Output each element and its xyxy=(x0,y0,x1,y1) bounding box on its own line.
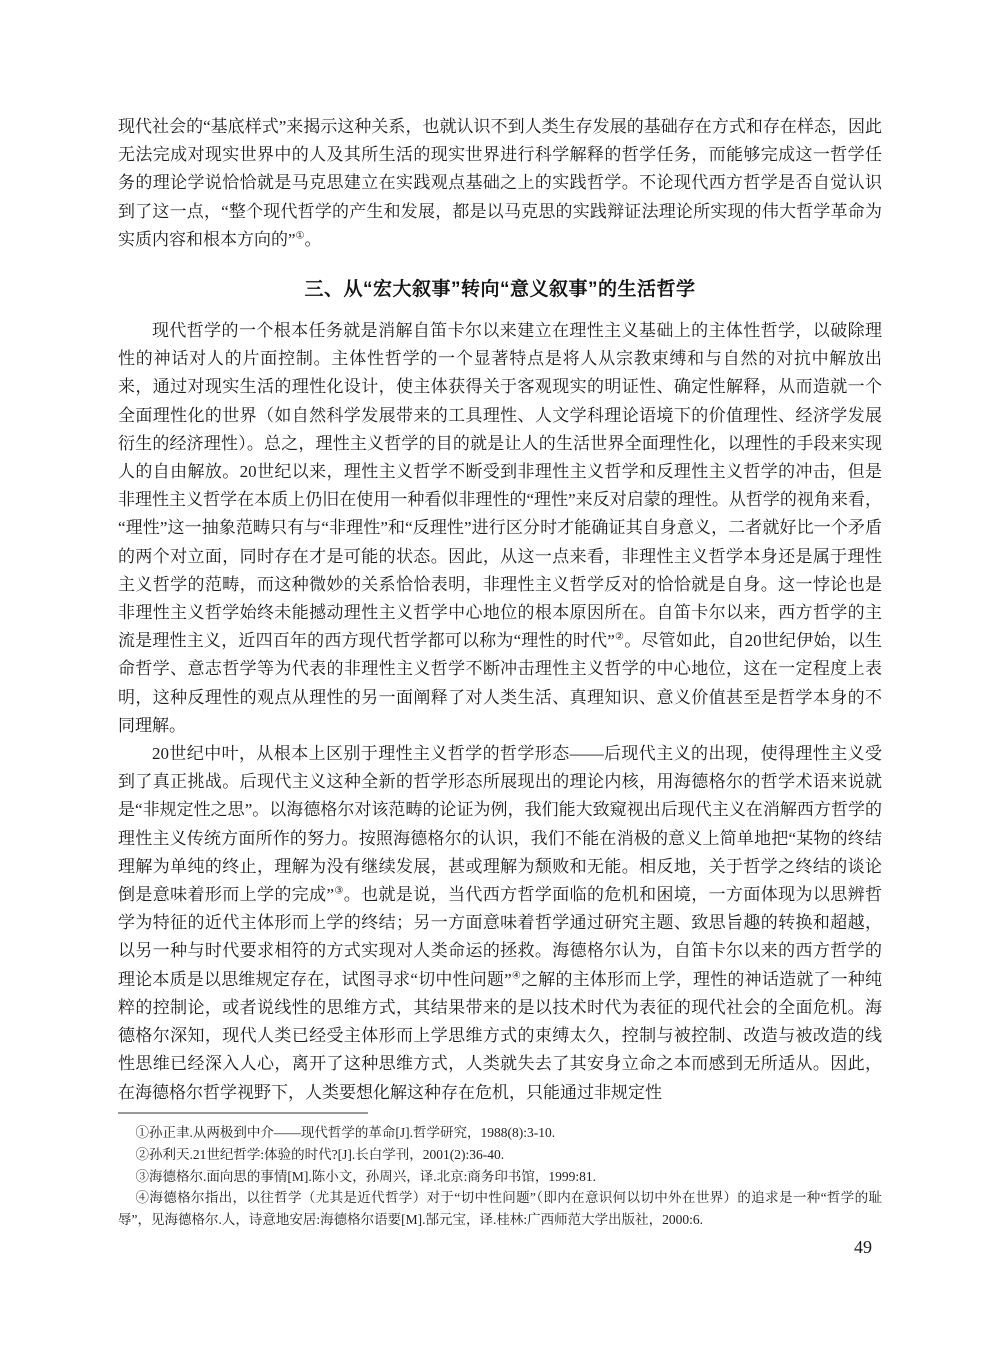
section-heading: 三、从“宏大叙事”转向“意义叙事”的生活哲学 xyxy=(304,279,696,301)
page-number: 49 xyxy=(854,1237,872,1257)
footnote-4: ④海德格尔指出，以往哲学（尤其是近代哲学）对于“切中性问题”（即内在意识何以切中外在世界）的追求是一种“哲学的耻辱”，见海德格尔.人，诗意地安居:海德格尔语要[M].郜元宝，译.桂林:广西师范大学出版社，2000:6. xyxy=(118,1190,882,1228)
footnote-2: ②孙利天.21世纪哲学:体验的时代?[J].长白学刊，2001(2):36-40. xyxy=(135,1146,505,1162)
paragraph-continuation: 现代社会的“基底样式”来揭示这种关系，也就认识不到人类生存发展的基础存在方式和存在样态，因此无法完成对现实世界中的人及其所生活的现实世界进行科学解释的哲学任务，而能够完成这一哲学任务的理论学说恰恰就是马克思建立在实践观点基础之上的实践哲学。不论现代西方哲学是否自觉认识到了这一点，“整个现代哲学的产生和发展，都是以马克思的实践辩证法理论所实现的伟大哲学革命为实质内容和根本方向的”①。 xyxy=(118,117,882,249)
footnote-ref: ④ xyxy=(511,970,522,982)
paragraph-3: 20世纪中叶，从根本上区别于理性主义哲学的哲学形态——后现代主义的出现，使得理性主义受到了真正挑战。后现代主义这种全新的哲学形态所展现出的理论内核，用海德格尔的哲学术语来说就是“非规定性之思”。以海德格尔对该范畴的论证为例，我们能大致窥视出后现代主义在消解西方哲学的理性主义传统方面所作的努力。按照海德格尔的认识，我们不能在消极的意义上简单地把“某物的终结理解为单纯的终止，理解为没有继续发展，甚或理解为颓败和无能。相反地，关于哲学之终结的谈论倒是意味着形而上学的完成”③。也就是说，当代西方哲学面临的危机和困境，一方面体现为以思辨哲学为特征的近代主体形而上学的终结；另一方面意味着哲学通过研究主题、致思旨趣的转换和超越，以另一种与时代要求相符的方式实现对人类命运的拯救。海德格尔认为，自笛卡尔以来的西方哲学的理论本质是以思维规定存在，试图寻求“切中性问题”④之解的主体形而上学，理性的神话造就了一种纯粹的控制论，或者说线性的思维方式，其结果带来的是以技术时代为表征的现代社会的全面危机。海德格尔深知，现代人类已经受主体形而上学思维方式的束缚太久，控制与被控制、改造与被改造的线性思维已经深入人心，离开了这种思维方式，人类就失去了其安身立命之本而感到无所适从。因此，在海德格尔哲学视野下，人类要想化解这种存在危机，只能通过非规定性 xyxy=(118,744,883,1102)
footnote-1: ①孙正聿.从两极到中介——现代哲学的革命[J].哲学研究，1988(8):3-10. xyxy=(135,1125,556,1140)
article-body xyxy=(118,113,882,1107)
footnote-divider xyxy=(118,1112,368,1114)
footnote-3: ③海德格尔.面向思的事情[M].陈小文，孙周兴，译.北京:商务印书馆，1999:81. xyxy=(135,1168,597,1184)
footnotes-section xyxy=(118,1112,882,1231)
paragraph-2: 现代哲学的一个根本任务就是消解自笛卡尔以来建立在理性主义基础上的主体性哲学，以破除理性的神话对人的片面控制。主体性哲学的一个显著特点是将人从宗教束缚和与自然的对抗中解放出来，通过对现实生活的理性化设计，使主体获得关于客观现实的明证性、确定性解释，从而造就一个全面理性化的世界（如自然科学发展带来的工具理性、人文学科理论语境下的价值理性、经济学发展衍生的经济理性）。总之，理性主义哲学的目的就是让人的生活世界全面理性化，以理性的手段来实现人的自由解放。20世纪以来，理性主义哲学不断受到非理性主义哲学和反理性主义哲学的冲击，但是非理性主义哲学在本质上仍旧在使用一种看似非理性的“理性”来反对启蒙的理性。从哲学的视角来看，“理性”这一抽象范畴只有与“非理性”和“反理性”进行区分时才能确证其自身意义，二者就好比一个矛盾的两个对立面，同时存在才是可能的状态。因此，从这一点来看，非理性主义哲学本身还是属于理性主义哲学的范畴，而这种微妙的关系恰恰表明，非理性主义哲学反对的恰恰就是自身。这一悖论也是非理性主义哲学始终未能撼动理性主义哲学中心地位的根本原因所在。自笛卡尔以来，西方哲学的主流是理性主义，近四百年的西方现代哲学都可以称为“理性的时代”②。尽管如此，自20世纪伊始，以生命哲学、意志哲学等为代表的非理性主义哲学不断冲击理性主义哲学的中心地位，这在一定程度上表明，这种反理性的观点从理性的另一面阐释了对人类生活、真理知识、意义价值甚至是哲学本身的不同理解。 xyxy=(118,321,883,735)
footnote-ref: ② xyxy=(614,631,625,643)
footnote-ref: ① xyxy=(295,230,305,242)
footnote-ref: ③ xyxy=(334,885,344,897)
